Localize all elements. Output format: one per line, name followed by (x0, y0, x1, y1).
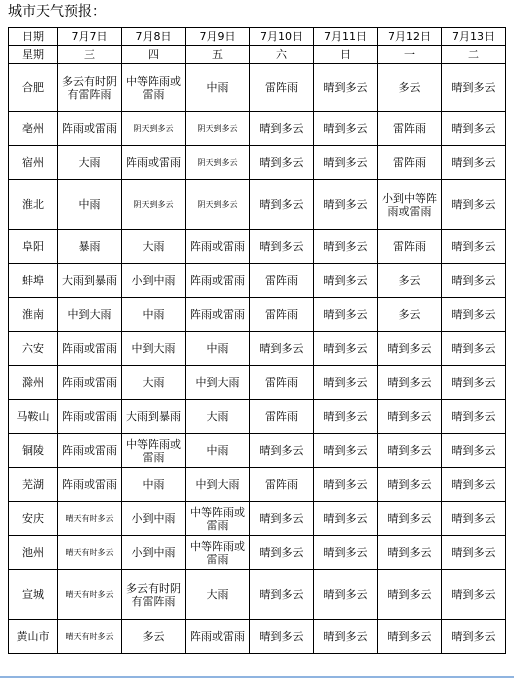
forecast-cell: 晴到多云 (314, 536, 378, 570)
forecast-cell: 中到大雨 (122, 332, 186, 366)
forecast-cell: 晴到多云 (314, 146, 378, 180)
city-cell: 宣城 (9, 570, 58, 620)
city-cell: 池州 (9, 536, 58, 570)
table-row (9, 468, 506, 502)
forecast-cell: 晴到多云 (314, 230, 378, 264)
city-cell: 淮南 (9, 298, 58, 332)
forecast-cell: 晴到多云 (314, 570, 378, 620)
forecast-cell: 中到大雨 (58, 298, 122, 332)
city-cell: 马鞍山 (9, 400, 58, 434)
forecast-cell: 晴到多云 (314, 620, 378, 654)
forecast-cell: 阵雨或雷雨 (58, 468, 122, 502)
table-row (9, 366, 506, 400)
forecast-cell: 晴到多云 (378, 502, 442, 536)
forecast-cell: 晴到多云 (314, 112, 378, 146)
forecast-cell: 晴到多云 (442, 366, 506, 400)
forecast-cell: 晴到多云 (442, 502, 506, 536)
forecast-cell: 雷阵雨 (378, 230, 442, 264)
forecast-cell: 阴天到多云 (186, 180, 250, 230)
forecast-cell: 雷阵雨 (250, 264, 314, 298)
forecast-cell: 晴到多云 (314, 264, 378, 298)
forecast-cell: 大雨 (186, 400, 250, 434)
date-cell: 7月9日 (186, 28, 250, 46)
table-row (9, 264, 506, 298)
weekday-label: 星期 (9, 46, 58, 64)
forecast-cell: 晴到多云 (442, 536, 506, 570)
weekday-cell: 一 (378, 46, 442, 64)
table-row (9, 64, 506, 112)
forecast-cell: 多云 (378, 298, 442, 332)
forecast-cell: 小到中雨 (122, 536, 186, 570)
city-cell: 宿州 (9, 146, 58, 180)
forecast-cell: 晴到多云 (314, 502, 378, 536)
table-row (9, 400, 506, 434)
city-cell: 六安 (9, 332, 58, 366)
forecast-cell: 晴到多云 (378, 400, 442, 434)
weekday-cell: 四 (122, 46, 186, 64)
forecast-cell: 多云 (122, 620, 186, 654)
forecast-cell: 大雨 (122, 230, 186, 264)
forecast-cell: 晴到多云 (314, 366, 378, 400)
table-row (9, 332, 506, 366)
forecast-cell: 晴到多云 (442, 64, 506, 112)
forecast-cell: 小到中雨 (122, 502, 186, 536)
forecast-cell: 晴到多云 (378, 332, 442, 366)
forecast-cell: 晴到多云 (442, 620, 506, 654)
forecast-cell: 阵雨或雷雨 (58, 400, 122, 434)
forecast-cell: 多云有时阴有雷阵雨 (58, 64, 122, 112)
city-cell: 铜陵 (9, 434, 58, 468)
forecast-cell: 晴到多云 (250, 570, 314, 620)
forecast-cell: 雷阵雨 (250, 400, 314, 434)
table-row (9, 146, 506, 180)
city-cell: 亳州 (9, 112, 58, 146)
forecast-cell: 晴到多云 (378, 570, 442, 620)
city-cell: 蚌埠 (9, 264, 58, 298)
forecast-cell: 晴到多云 (314, 434, 378, 468)
forecast-cell: 多云有时阴有雷阵雨 (122, 570, 186, 620)
weekday-row (9, 46, 506, 64)
forecast-cell: 阵雨或雷雨 (58, 366, 122, 400)
forecast-cell: 阵雨或雷雨 (58, 434, 122, 468)
forecast-cell: 大雨 (58, 146, 122, 180)
forecast-cell: 阴天到多云 (186, 146, 250, 180)
table-row (9, 112, 506, 146)
forecast-cell: 大雨 (122, 366, 186, 400)
forecast-cell: 晴到多云 (442, 570, 506, 620)
forecast-cell: 晴到多云 (378, 620, 442, 654)
bottom-border-line (0, 676, 514, 678)
city-cell: 合肥 (9, 64, 58, 112)
table-row (9, 570, 506, 620)
city-cell: 淮北 (9, 180, 58, 230)
forecast-cell: 阵雨或雷雨 (122, 146, 186, 180)
date-cell: 7月11日 (314, 28, 378, 46)
forecast-cell: 中到大雨 (186, 366, 250, 400)
table-row (9, 298, 506, 332)
forecast-cell: 中等阵雨或雷雨 (186, 502, 250, 536)
forecast-cell: 晴到多云 (442, 112, 506, 146)
city-cell: 黄山市 (9, 620, 58, 654)
forecast-cell: 中等阵雨或雷雨 (122, 434, 186, 468)
forecast-cell: 暴雨 (58, 230, 122, 264)
forecast-cell: 晴到多云 (314, 332, 378, 366)
forecast-cell: 晴到多云 (442, 146, 506, 180)
forecast-cell: 雷阵雨 (378, 146, 442, 180)
forecast-cell: 中雨 (186, 434, 250, 468)
forecast-cell: 中雨 (186, 64, 250, 112)
forecast-cell: 晴到多云 (442, 298, 506, 332)
table-row (9, 502, 506, 536)
forecast-cell: 阵雨或雷雨 (186, 298, 250, 332)
forecast-cell: 晴到多云 (314, 298, 378, 332)
forecast-cell: 中等阵雨或雷雨 (122, 64, 186, 112)
forecast-cell: 晴到多云 (314, 400, 378, 434)
forecast-cell: 晴到多云 (250, 434, 314, 468)
forecast-cell: 中雨 (186, 332, 250, 366)
table-row (9, 180, 506, 230)
forecast-cell: 晴到多云 (250, 112, 314, 146)
forecast-cell: 晴到多云 (314, 468, 378, 502)
date-cell: 7月10日 (250, 28, 314, 46)
forecast-cell: 中雨 (58, 180, 122, 230)
city-cell: 芜湖 (9, 468, 58, 502)
table-body (9, 28, 506, 654)
forecast-cell: 大雨到暴雨 (58, 264, 122, 298)
date-cell: 7月13日 (442, 28, 506, 46)
table-row (9, 434, 506, 468)
forecast-cell: 中雨 (122, 298, 186, 332)
date-cell: 7月8日 (122, 28, 186, 46)
forecast-cell: 晴到多云 (250, 180, 314, 230)
weekday-cell: 五 (186, 46, 250, 64)
date-row (9, 28, 506, 46)
weekday-cell: 六 (250, 46, 314, 64)
forecast-cell: 晴到多云 (442, 434, 506, 468)
date-cell: 7月7日 (58, 28, 122, 46)
forecast-cell: 多云 (378, 264, 442, 298)
forecast-cell: 晴到多云 (378, 434, 442, 468)
forecast-cell: 晴到多云 (378, 366, 442, 400)
forecast-cell: 小到中等阵雨或雷雨 (378, 180, 442, 230)
forecast-cell: 阵雨或雷雨 (186, 230, 250, 264)
forecast-cell: 阵雨或雷雨 (186, 620, 250, 654)
city-cell: 滁州 (9, 366, 58, 400)
city-cell: 阜阳 (9, 230, 58, 264)
forecast-cell: 多云 (378, 64, 442, 112)
forecast-cell: 晴到多云 (250, 502, 314, 536)
forecast-cell: 阴天到多云 (186, 112, 250, 146)
forecast-cell: 晴到多云 (442, 400, 506, 434)
date-label: 日期 (9, 28, 58, 46)
forecast-cell: 阵雨或雷雨 (186, 264, 250, 298)
forecast-cell: 中等阵雨或雷雨 (186, 536, 250, 570)
table-row (9, 536, 506, 570)
forecast-cell: 晴天有时多云 (58, 570, 122, 620)
forecast-cell: 阵雨或雷雨 (58, 112, 122, 146)
forecast-cell: 阴天到多云 (122, 112, 186, 146)
forecast-cell: 晴到多云 (250, 230, 314, 264)
forecast-cell: 晴到多云 (442, 264, 506, 298)
forecast-cell: 中雨 (122, 468, 186, 502)
table-row (9, 620, 506, 654)
forecast-cell: 晴到多云 (442, 468, 506, 502)
table-row (9, 230, 506, 264)
page-title: 城市天气预报： (8, 4, 106, 20)
forecast-cell: 晴到多云 (442, 332, 506, 366)
forecast-cell: 晴到多云 (250, 332, 314, 366)
city-cell: 安庆 (9, 502, 58, 536)
weekday-cell: 日 (314, 46, 378, 64)
forecast-cell: 雷阵雨 (250, 366, 314, 400)
weekday-cell: 三 (58, 46, 122, 64)
forecast-cell: 晴到多云 (442, 180, 506, 230)
forecast-cell: 小到中雨 (122, 264, 186, 298)
forecast-cell: 中到大雨 (186, 468, 250, 502)
forecast-cell: 阵雨或雷雨 (58, 332, 122, 366)
forecast-cell: 晴到多云 (250, 536, 314, 570)
forecast-cell: 雷阵雨 (378, 112, 442, 146)
forecast-cell: 晴到多云 (442, 230, 506, 264)
forecast-cell: 晴到多云 (314, 64, 378, 112)
forecast-cell: 晴到多云 (378, 468, 442, 502)
forecast-cell: 晴到多云 (314, 180, 378, 230)
forecast-cell: 雷阵雨 (250, 64, 314, 112)
forecast-cell: 晴天有时多云 (58, 536, 122, 570)
forecast-cell: 晴天有时多云 (58, 620, 122, 654)
date-cell: 7月12日 (378, 28, 442, 46)
weather-forecast-table (8, 27, 506, 654)
forecast-cell: 晴到多云 (250, 620, 314, 654)
forecast-cell: 雷阵雨 (250, 298, 314, 332)
forecast-cell: 雷阵雨 (250, 468, 314, 502)
weekday-cell: 二 (442, 46, 506, 64)
forecast-cell: 晴天有时多云 (58, 502, 122, 536)
forecast-cell: 大雨到暴雨 (122, 400, 186, 434)
forecast-cell: 晴到多云 (378, 536, 442, 570)
forecast-cell: 阴天到多云 (122, 180, 186, 230)
forecast-cell: 晴到多云 (250, 146, 314, 180)
forecast-cell: 大雨 (186, 570, 250, 620)
